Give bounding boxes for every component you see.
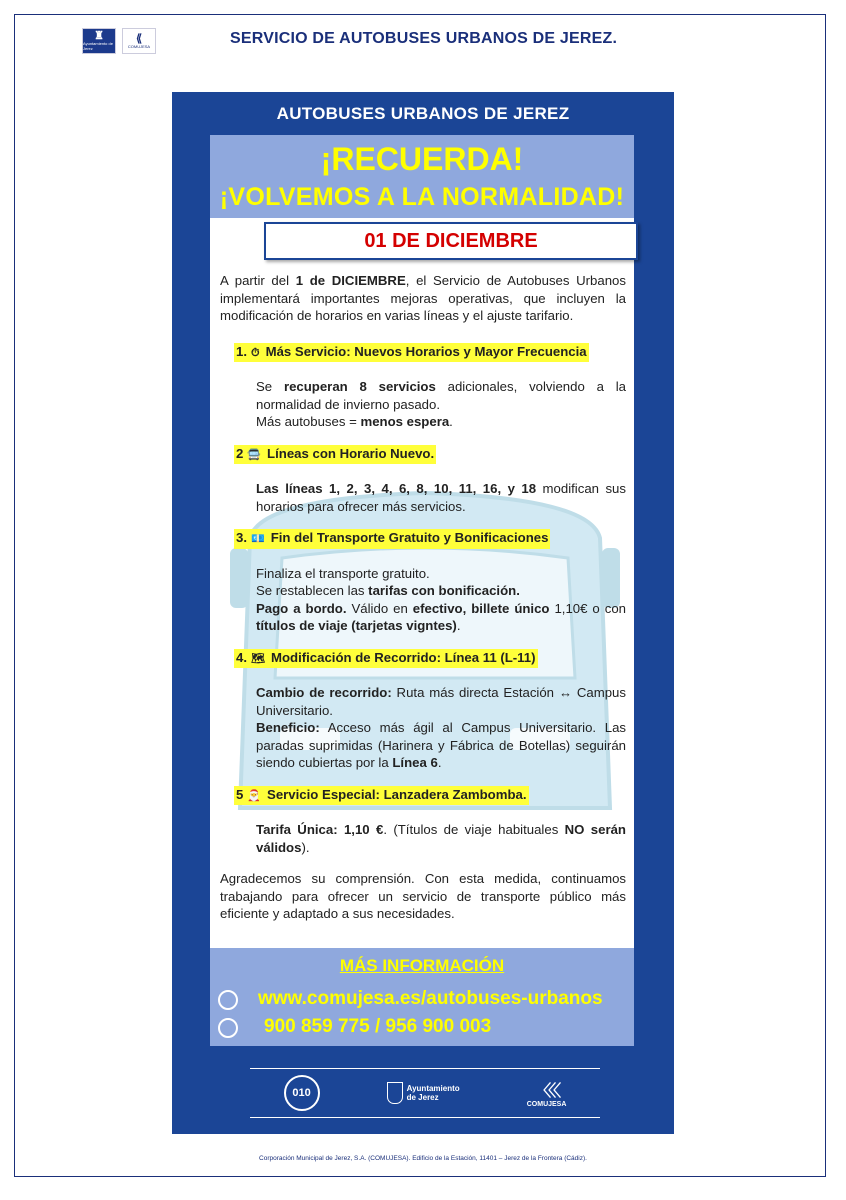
logo-010: 010 — [284, 1075, 320, 1111]
section-5-heading: 5 🎅 Servicio Especial: Lanzadera Zambomba. — [234, 786, 529, 806]
section-2-heading: 2 🚍 Líneas con Horario Nuevo. — [234, 445, 436, 465]
ayuntamiento-footer-logo: Ayuntamiento de Jerez — [387, 1082, 460, 1104]
santa-icon: 🎅 — [247, 789, 262, 802]
section-2 — [220, 445, 626, 516]
headline-band — [210, 135, 634, 218]
phone-icon — [218, 1018, 238, 1038]
comujesa-mark-icon: 〈〈〈 — [535, 1083, 559, 1100]
section-1 — [220, 343, 626, 431]
section-4-heading: 4. 🗺 Modificación de Recorrido: Línea 11 (L-11) — [234, 649, 538, 669]
comujesa-footer-logo: 〈〈〈 COMUJESA — [527, 1078, 567, 1108]
section-3-heading: 3. 💶 Fin del Transporte Gratuito y Bonificaciones — [234, 529, 550, 549]
announcement-body — [220, 272, 626, 936]
date-banner: 01 DE DICIEMBRE — [264, 222, 638, 260]
closing-paragraph: Agradecemos su comprensión. Con esta medida, continuamos trabajando para ofrecer un servicio de transporte público más eficiente y adaptado a sus necesidades. — [220, 871, 626, 921]
info-website-link[interactable]: www.comujesa.es/autobuses-urbanos — [258, 988, 603, 1009]
section-5 — [220, 786, 626, 857]
map-icon: 🗺 — [251, 652, 265, 665]
subheadline: ¡VOLVEMOS A LA NORMALIDAD! — [219, 183, 625, 211]
comujesa-logo: ⟪ COMUJESA — [122, 28, 156, 54]
footer-divider-top — [250, 1068, 600, 1069]
section-5-body: Tarifa Única: 1,10 €. (Títulos de viaje habituales NO serán válidos). — [256, 822, 626, 855]
intro-paragraph: A partir del 1 de DICIEMBRE, el Servicio de Autobuses Urbanos implementará importantes mejoras operativas, que incluyen la modificación de horarios en varias líneas y el ajuste tarifario. — [220, 273, 626, 323]
section-2-body: Las líneas 1, 2, 3, 4, 6, 8, 10, 11, 16, y 18 modifican sus horarios para ofrecer más servicios. — [256, 481, 626, 514]
headline: ¡RECUERDA! — [320, 141, 524, 177]
footer-logos — [250, 1072, 600, 1114]
section-1-heading: 1. ⏱ Más Servicio: Nuevos Horarios y Mayor Frecuencia — [234, 343, 589, 363]
stopwatch-icon: ⏱ — [251, 346, 260, 359]
globe-icon — [218, 990, 238, 1010]
banknote-icon: 💶 — [251, 533, 265, 545]
info-phone-numbers[interactable]: 900 859 775 / 956 900 003 — [264, 1016, 492, 1037]
poster-title: AUTOBUSES URBANOS DE JEREZ — [276, 104, 570, 123]
section-3 — [220, 529, 626, 635]
footer-divider-bottom — [250, 1117, 600, 1118]
info-title: MÁS INFORMACIÓN — [339, 956, 505, 975]
section-3-body: Finaliza el transporte gratuito. Se restablecen las tarifas con bonificación. Pago a bordo. Válido en efectivo, billete único 1,10€ o con títulos de viaje (tarjetas vigntes). — [256, 565, 626, 633]
bus-icon: 🚍 — [247, 448, 262, 461]
section-4-body: Cambio de recorrido: Ruta más directa Estación ↔ Campus Universitario. Beneficio: Acceso más ágil al Campus Universitario. Las paradas suprimidas (Harinera y Fábrica de Botellas) seguirán siendo cubiertas por la Línea 6. — [256, 685, 626, 770]
page-footer: Corporación Municipal de Jerez, S.A. (COMUJESA). Edificio de la Estación, 11401 – Jerez de la Frontera (Cádiz). — [259, 1155, 587, 1162]
header-logos — [82, 28, 156, 54]
shield-icon — [387, 1082, 403, 1104]
section-4 — [220, 649, 626, 772]
poster — [172, 92, 674, 1134]
ayuntamiento-logo: ♜ Ayuntamiento de Jerez — [82, 28, 116, 54]
section-1-body: Se recuperan 8 servicios adicionales, volviendo a la normalidad de invierno pasado. Más autobuses = menos espera. — [256, 379, 626, 429]
page-header-title: SERVICIO DE AUTOBUSES URBANOS DE JEREZ. — [230, 30, 618, 47]
info-band — [210, 948, 634, 1046]
